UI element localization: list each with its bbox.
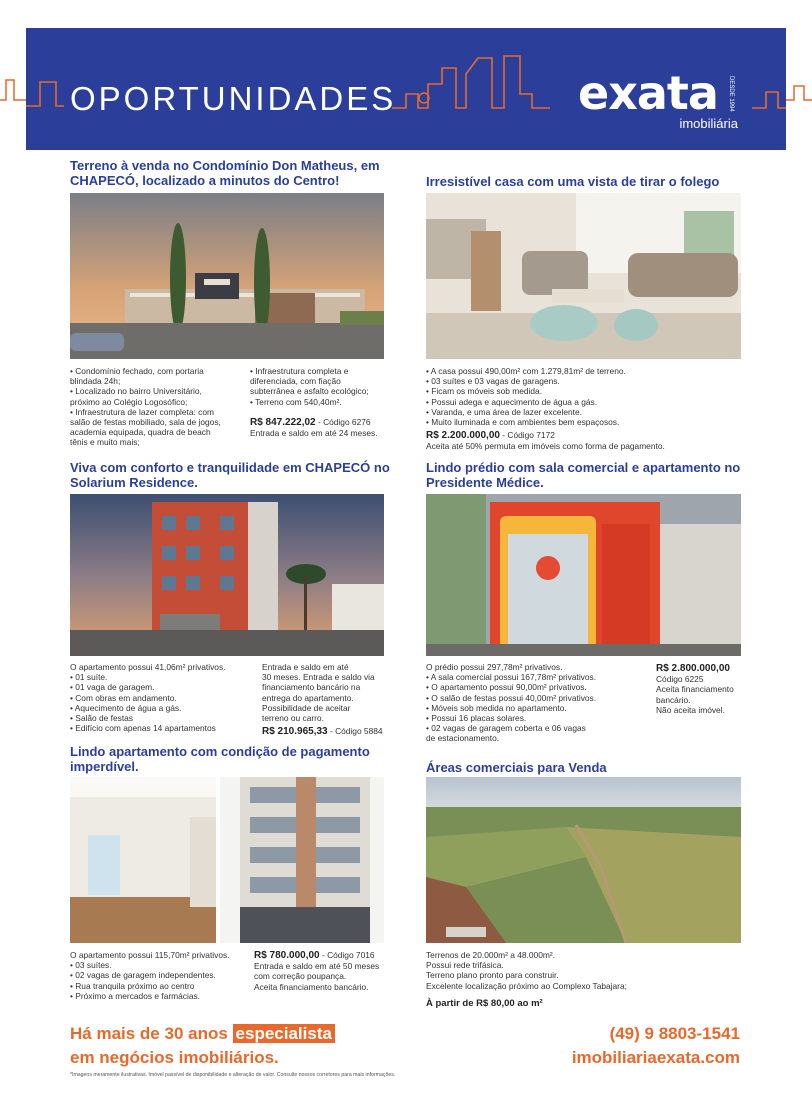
listing-features bbox=[70, 662, 225, 733]
brand-logo bbox=[578, 66, 738, 132]
feature-line: Possibilidade de aceitar bbox=[262, 702, 351, 713]
listing-apartamento-imperdivel bbox=[70, 744, 390, 774]
feature-line: • 02 vagas de garagem coberta e 06 vagas bbox=[426, 723, 586, 734]
slogan-text: em negócios imobiliários. bbox=[70, 1048, 279, 1067]
feature-line: • Possui 16 placas solares. bbox=[426, 713, 527, 724]
feature-line: • Próximo a mercados e farmácias. bbox=[70, 990, 200, 1001]
feature-line: • A sala comercial possui 167,78m² privativos. bbox=[426, 672, 597, 683]
listing-code: - Código 5884 bbox=[329, 726, 383, 737]
phone-number[interactable]: (49) 9 8803-1541 bbox=[609, 1024, 740, 1043]
feature-line: • Muito iluminada e com ambientes bem espaçosos. bbox=[426, 417, 620, 428]
apartment-interior-photo bbox=[70, 777, 216, 943]
listing-code: - Código 6276 bbox=[317, 416, 371, 427]
listing-casa-vista bbox=[426, 174, 746, 189]
apartment-building-photo bbox=[70, 494, 384, 656]
feature-line: entrega do apartamento. bbox=[262, 692, 354, 703]
contact-info bbox=[572, 1022, 740, 1070]
payment-terms: Entrada e saldo em até 24 meses. bbox=[250, 428, 378, 439]
skyline-decoration-right bbox=[786, 60, 812, 110]
feature-line: próximo ao Colégio Logosófico; bbox=[70, 396, 188, 407]
feature-line: academia equipada, quadra de beach bbox=[70, 427, 211, 438]
page-title: OPORTUNIDADES bbox=[70, 80, 397, 117]
price: R$ 210.965,33 bbox=[262, 726, 328, 738]
listing-features bbox=[70, 950, 230, 1001]
feature-line: • Infraestrutura completa e bbox=[250, 366, 349, 376]
skyline-decoration-left bbox=[0, 60, 28, 110]
feature-line: • 02 vagas de garagem independentes. bbox=[70, 970, 216, 981]
feature-line: • O salão de festas possui 40,00m² privativos. bbox=[426, 692, 597, 703]
price: R$ 2.800.000,00 bbox=[656, 663, 730, 674]
feature-line: O apartamento possui 41,06m² privativos. bbox=[70, 662, 226, 672]
feature-line: • Edifício com apenas 14 apartamentos bbox=[70, 723, 216, 734]
header-banner bbox=[26, 28, 786, 150]
slogan-highlight: especialista bbox=[233, 1024, 335, 1043]
feature-line: Possui rede trifásica. bbox=[426, 960, 504, 971]
feature-line: Aceita financiamento bancário. bbox=[254, 981, 369, 992]
feature-line: • 03 suítes. bbox=[70, 960, 112, 971]
price-per-m2: À partir de R$ 80,00 ao m² bbox=[426, 997, 543, 1009]
condominium-entrance-photo bbox=[70, 193, 384, 359]
listing-terreno-don-matheus bbox=[70, 158, 385, 188]
listing-title: Terreno à venda no Condomínio Don Matheus, em CHAPECÓ, localizado a minutos do Centro! bbox=[70, 158, 380, 188]
logo-subtitle: imobiliária bbox=[679, 116, 738, 131]
feature-line: • Ficam os móveis sob medida. bbox=[426, 386, 543, 397]
listing-areas-comerciais bbox=[426, 760, 746, 775]
feature-line: Aceita financiamento bbox=[656, 684, 734, 695]
feature-line: • Móveis sob medida no apartamento. bbox=[426, 702, 567, 713]
feature-line: financiamento bancário na bbox=[262, 682, 361, 693]
listing-title: Lindo prédio com sala comercial e apartamento no Presidente Médice. bbox=[426, 460, 741, 490]
feature-line: Código 6225 bbox=[656, 674, 704, 685]
listing-features bbox=[262, 662, 383, 737]
listing-features bbox=[426, 366, 665, 452]
feature-line: O apartamento possui 115,70m² privativos. bbox=[70, 950, 230, 960]
listing-code: - Código 7172 bbox=[502, 430, 555, 441]
feature-line: • Terreno com 540,40m². bbox=[250, 396, 342, 407]
feature-line: • 01 vaga de garagem. bbox=[70, 682, 155, 693]
feature-line: Entrada e saldo em até bbox=[262, 662, 349, 672]
feature-line: diferenciada, com fiação bbox=[250, 376, 341, 387]
feature-line: Entrada e saldo em até 50 meses bbox=[254, 961, 380, 972]
logo-since: DESDE 1994 bbox=[728, 76, 734, 112]
listing-features bbox=[426, 950, 627, 1009]
commercial-building-photo bbox=[426, 494, 741, 656]
feature-line: bancário. bbox=[656, 694, 691, 705]
feature-line: • Varanda, e uma área de lazer excelente. bbox=[426, 406, 582, 417]
feature-line: • Localizado no bairro Universitário, bbox=[70, 386, 202, 397]
payment-terms: Aceita até 50% permuta em imóveis como forma de pagamento. bbox=[426, 441, 665, 452]
feature-line: • Condomínio fechado, com portaria bbox=[70, 366, 204, 376]
price: R$ 780.000,00 bbox=[254, 950, 320, 961]
listing-features bbox=[70, 366, 221, 448]
listing-features bbox=[656, 664, 734, 715]
listing-title: Lindo apartamento com condição de pagamento imperdível. bbox=[70, 744, 370, 774]
feature-line: • A casa possui 490,00m² com 1.279,81m² de terreno. bbox=[426, 366, 626, 376]
feature-line: • 03 suítes e 03 vagas de garagens. bbox=[426, 376, 560, 387]
feature-line: salão de festas mobiliado, sala de jogos, bbox=[70, 417, 221, 428]
price: R$ 2.200.000,00 bbox=[426, 430, 500, 442]
feature-line: • Rua tranquila próximo ao centro bbox=[70, 980, 195, 991]
feature-line: tênis e muito mais; bbox=[70, 437, 140, 448]
website-link[interactable]: imobiliariaexata.com bbox=[571, 1048, 740, 1067]
feature-line: com correção poupança. bbox=[254, 971, 347, 982]
feature-line: Não aceita imóvel. bbox=[656, 704, 725, 715]
listing-title: Viva com conforto e tranquilidade em CHAPECÓ no Solarium Residence. bbox=[70, 460, 390, 490]
listing-presidente-medice bbox=[426, 460, 746, 490]
feature-line: de estacionamento. bbox=[426, 733, 500, 744]
feature-line: • Salão de festas bbox=[70, 713, 133, 724]
listing-title: Áreas comerciais para Venda bbox=[426, 760, 607, 775]
feature-line: blindada 24h; bbox=[70, 376, 121, 387]
feature-line: • Aquecimento de água a gás. bbox=[70, 702, 182, 713]
feature-line: • Possui adega e aquecimento de água a gás. bbox=[426, 396, 598, 407]
price: R$ 847.222,02 bbox=[250, 416, 316, 428]
feature-line: 30 meses. Entrada e saldo via bbox=[262, 672, 375, 683]
living-room-photo bbox=[426, 193, 741, 359]
listing-title: Irresistível casa com uma vista de tirar o folego bbox=[426, 174, 720, 189]
feature-line: O prédio possui 297,78m² privativos. bbox=[426, 662, 563, 672]
feature-line: terreno ou carro. bbox=[262, 713, 324, 724]
feature-line: Terreno plano pronto para construir. bbox=[426, 970, 559, 981]
feature-line: • 01 suíte. bbox=[70, 672, 108, 683]
listing-features bbox=[254, 950, 379, 992]
slogan bbox=[70, 1022, 335, 1070]
disclaimer: *Imagens meramente ilustrativas. Imóvel passível de disponibilidade e alteração de valor. Consulte nossos corretores para mais informações. bbox=[70, 1072, 396, 1078]
logo-wordmark: exata bbox=[578, 66, 718, 120]
aerial-land-photo bbox=[426, 777, 741, 943]
feature-line: subterrânea e asfalto ecológico; bbox=[250, 386, 369, 397]
apartment-building-facade-photo bbox=[220, 777, 384, 943]
feature-line: • O apartamento possui 90,00m² privativos. bbox=[426, 682, 587, 693]
listing-code: - Código 7016 bbox=[321, 950, 375, 960]
feature-line: Excelente localização próximo ao Complexo Tabajara; bbox=[426, 980, 627, 991]
feature-line: Terrenos de 20.000m² a 48.000m². bbox=[426, 950, 555, 960]
listing-features bbox=[426, 662, 596, 744]
feature-line: • Com obras em andamento. bbox=[70, 692, 177, 703]
feature-line: • Infraestrutura de lazer completa: com bbox=[70, 406, 214, 417]
listing-features bbox=[250, 366, 378, 438]
slogan-text: Há mais de 30 anos bbox=[70, 1024, 233, 1043]
listing-solarium-residence bbox=[70, 460, 390, 490]
